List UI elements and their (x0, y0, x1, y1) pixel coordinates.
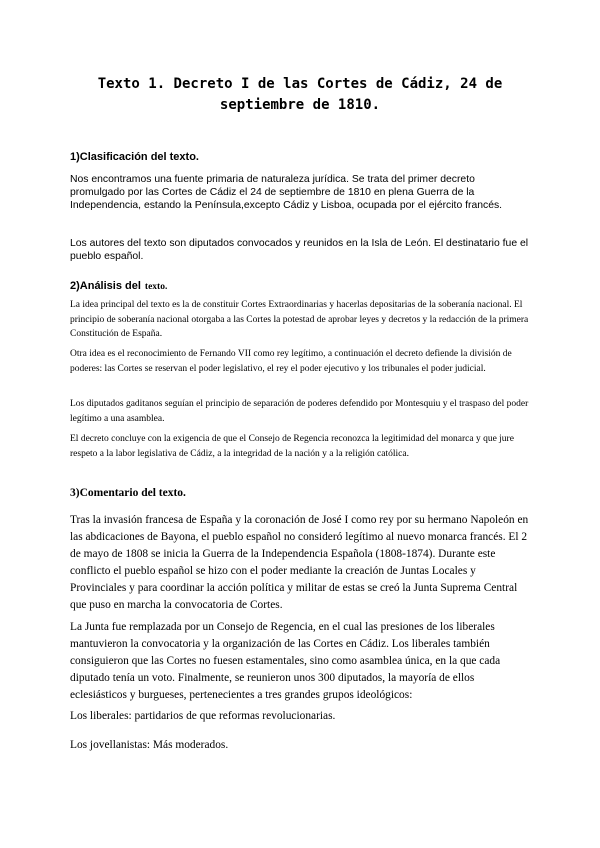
document-title: Texto 1. Decreto I de las Cortes de Cádiz, 24 de septiembre de 1810. (97, 76, 503, 113)
paragraph-comentario-4: Los jovellanistas: Más moderados. (70, 739, 229, 751)
section-heading-analisis (70, 276, 167, 294)
section-heading-analisis-tail: texto. (144, 282, 168, 292)
section-heading-analisis-main: 2)Análisis del (70, 280, 141, 292)
paragraph-comentario-3: Los liberales: partidarios de que reformas revolucionarias. (70, 710, 336, 722)
paragraph-analisis-2: Otra idea es el reconocimiento de Fernando VII como rey legítimo, a continuación el decreto defiende la división de poderes: las Cortes se reservan el poder legislativo, el rey el poder ejecutivo y los tribunales el poder judicial. (70, 349, 512, 374)
paragraph-clasificacion-1: Nos encontramos una fuente primaria de naturaleza jurídica. Se trata del primer decreto promulgado por las Cortes de Cádiz el 24 de septiembre de 1810 en plena Guerra de la Independencia, estando la Península,excepto Cádiz y Lisboa, ocupada por el ejército francés. (70, 174, 503, 211)
paragraph-analisis-1: La idea principal del texto es la de constituir Cortes Extraordinarias y hacerlas depositarias de la soberanía nacional. El principio de soberanía nacional otorgaba a las Cortes la potestad de aprobar leyes y decretos y la redacción de la primera Constitución de España. (70, 300, 529, 340)
paragraph-comentario-2: La Junta fue remplazada por un Consejo de Regencia, en el cual las presiones de los liberales mantuvieron la convocatoria y la organización de las Cortes en Cádiz. Los liberales también consiguieron que las Cortes no fuesen estamentales, sino como asamblea única, en la que cada diputado tenía un voto. Finalmente, se reunieron unos 300 diputados, la mayoría de ellos eclesiásticos y burgueses, pertenecientes a tres grandes grupos ideológicos: (70, 621, 501, 701)
paragraph-clasificacion-2: Los autores del texto son diputados convocados y reunidos en la Isla de León. El destinatario fue el pueblo español. (70, 238, 529, 262)
paragraph-analisis-3: Los diputados gaditanos seguían el principio de separación de poderes defendido por Montesquiu y el traspaso del poder legítimo a una asamblea. (70, 399, 529, 424)
section-heading-comentario: 3)Comentario del texto. (70, 487, 186, 499)
paragraph-analisis-4: El decreto concluye con la exigencia de que el Consejo de Regencia reconozca la legitimidad del monarca y que jure respeto a la labor legislativa de Cádiz, a la integridad de la nación y a la religión católica. (70, 434, 514, 459)
paragraph-comentario-1: Tras la invasión francesa de España y la coronación de José I como rey por su hermano Napoleón en las abdicaciones de Bayona, el pueblo español no consideró legítimo al nuevo monarca francés. El 2 de mayo de 1808 se inicia la Guerra de la Independencia Española (1808-1874). Durante este conflicto el pueblo español se hizo con el poder mediante la creación de Juntas Locales y Provinciales y para coordinar la acción política y militar de estas se creó la Junta Suprema Central que puso en marcha la convocatoria de Cortes. (70, 514, 529, 611)
section-heading-clasificacion: 1)Clasificación del texto. (70, 151, 199, 163)
